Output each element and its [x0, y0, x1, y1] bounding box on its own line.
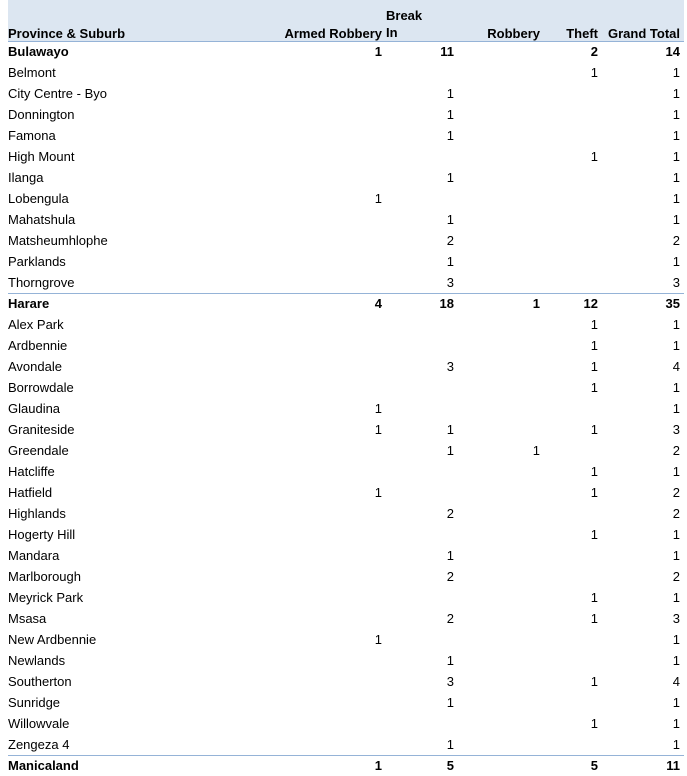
cell-theft[interactable]: 1: [590, 338, 598, 353]
cell-armed-robbery[interactable]: 1: [246, 41, 386, 62]
cell-armed-robbery[interactable]: [246, 83, 386, 104]
cell-armed-robbery[interactable]: [246, 167, 386, 188]
cell-break-in[interactable]: 1: [446, 443, 454, 458]
cell-robbery[interactable]: [458, 83, 544, 104]
cell-break-in[interactable]: 1: [446, 254, 454, 269]
cell-armed-robbery[interactable]: [246, 104, 386, 125]
suburb-row[interactable]: [8, 419, 684, 440]
suburb-row[interactable]: [8, 377, 684, 398]
cell-break-in[interactable]: 3: [446, 359, 454, 374]
cell-theft[interactable]: [544, 398, 602, 419]
cell-break-in[interactable]: [386, 524, 458, 545]
header-break-in-line2: In: [386, 24, 398, 40]
cell-province-suburb[interactable]: Avondale: [8, 359, 62, 374]
cell-robbery[interactable]: [458, 251, 544, 272]
province-row[interactable]: [8, 293, 684, 314]
cell-grand-total[interactable]: 1: [672, 590, 680, 605]
cell-grand-total[interactable]: 1: [672, 716, 680, 731]
cell-grand-total[interactable]: 1: [672, 464, 680, 479]
cell-break-in[interactable]: [386, 482, 458, 503]
cell-robbery[interactable]: [458, 692, 544, 713]
cell-grand-total[interactable]: 4: [672, 674, 680, 689]
suburb-row[interactable]: [8, 461, 684, 482]
cell-grand-total[interactable]: 1: [672, 107, 680, 122]
cell-armed-robbery[interactable]: [246, 608, 386, 629]
suburb-row[interactable]: [8, 335, 684, 356]
cell-theft[interactable]: 1: [590, 716, 598, 731]
cell-grand-total[interactable]: 1: [672, 548, 680, 563]
cell-armed-robbery[interactable]: [246, 566, 386, 587]
cell-province-suburb[interactable]: Belmont: [8, 65, 56, 80]
cell-grand-total[interactable]: 1: [672, 653, 680, 668]
cell-theft[interactable]: [544, 629, 602, 650]
cell-province-suburb[interactable]: Mandara: [8, 548, 60, 563]
cell-break-in[interactable]: 1: [446, 107, 454, 122]
cell-break-in[interactable]: 5: [386, 755, 458, 776]
cell-theft[interactable]: 1: [590, 590, 598, 605]
cell-theft[interactable]: [544, 692, 602, 713]
cell-robbery[interactable]: [458, 125, 544, 146]
province-row[interactable]: [8, 41, 684, 62]
cell-theft[interactable]: 1: [590, 380, 598, 395]
cell-grand-total[interactable]: 14: [602, 41, 684, 62]
cell-armed-robbery[interactable]: 1: [246, 755, 386, 776]
cell-theft[interactable]: 2: [544, 41, 602, 62]
cell-province-suburb[interactable]: Graniteside: [8, 422, 75, 437]
cell-break-in[interactable]: 2: [446, 506, 454, 521]
header-break-in-line1: Break: [386, 7, 423, 23]
suburb-row[interactable]: [8, 629, 684, 650]
cell-province-suburb[interactable]: Mahatshula: [8, 212, 76, 227]
cell-grand-total[interactable]: 1: [672, 401, 680, 416]
cell-province-suburb[interactable]: Harare: [8, 293, 246, 314]
cell-province-suburb[interactable]: Ilanga: [8, 170, 44, 185]
cell-province-suburb[interactable]: Hogerty Hill: [8, 527, 76, 542]
cell-robbery[interactable]: [458, 209, 544, 230]
cell-robbery[interactable]: [458, 482, 544, 503]
cell-grand-total[interactable]: 4: [672, 359, 680, 374]
cell-theft[interactable]: [544, 650, 602, 671]
cell-province-suburb[interactable]: Bulawayo: [8, 41, 246, 62]
cell-robbery[interactable]: [458, 167, 544, 188]
cell-grand-total[interactable]: 2: [672, 443, 680, 458]
cell-robbery[interactable]: [458, 314, 544, 335]
suburb-row[interactable]: [8, 146, 684, 167]
cell-armed-robbery[interactable]: [246, 209, 386, 230]
cell-break-in[interactable]: [386, 314, 458, 335]
cell-break-in[interactable]: 1: [446, 422, 454, 437]
cell-armed-robbery[interactable]: 1: [374, 401, 382, 416]
cell-robbery[interactable]: [458, 419, 544, 440]
cell-robbery[interactable]: [458, 650, 544, 671]
cell-theft[interactable]: 1: [590, 611, 598, 626]
cell-armed-robbery[interactable]: [246, 62, 386, 83]
cell-break-in[interactable]: [386, 713, 458, 734]
cell-armed-robbery[interactable]: [246, 230, 386, 251]
cell-armed-robbery[interactable]: [246, 125, 386, 146]
cell-robbery[interactable]: [458, 734, 544, 755]
cell-province-suburb[interactable]: Ardbennie: [8, 338, 68, 353]
suburb-row[interactable]: [8, 230, 684, 251]
cell-armed-robbery[interactable]: [246, 503, 386, 524]
cell-theft[interactable]: 1: [590, 674, 598, 689]
cell-armed-robbery[interactable]: [246, 461, 386, 482]
cell-theft[interactable]: 1: [590, 464, 598, 479]
cell-grand-total[interactable]: 3: [672, 422, 680, 437]
cell-armed-robbery[interactable]: [246, 356, 386, 377]
header-break-in[interactable]: [386, 0, 458, 41]
cell-theft[interactable]: [544, 503, 602, 524]
cell-grand-total[interactable]: 35: [602, 293, 684, 314]
cell-theft[interactable]: [544, 230, 602, 251]
cell-province-suburb[interactable]: Manicaland: [8, 755, 246, 776]
suburb-row[interactable]: [8, 398, 684, 419]
cell-break-in[interactable]: 1: [446, 86, 454, 101]
cell-break-in[interactable]: 1: [446, 653, 454, 668]
cell-province-suburb[interactable]: Msasa: [8, 611, 47, 626]
cell-theft[interactable]: 1: [590, 422, 598, 437]
cell-robbery[interactable]: [458, 629, 544, 650]
cell-grand-total[interactable]: 2: [672, 506, 680, 521]
cell-province-suburb[interactable]: Newlands: [8, 653, 66, 668]
cell-robbery[interactable]: [458, 608, 544, 629]
cell-province-suburb[interactable]: Greendale: [8, 443, 69, 458]
cell-break-in[interactable]: 1: [446, 128, 454, 143]
suburb-row[interactable]: [8, 671, 684, 692]
cell-province-suburb[interactable]: Southerton: [8, 674, 72, 689]
cell-province-suburb[interactable]: Sunridge: [8, 695, 61, 710]
cell-break-in[interactable]: 1: [446, 695, 454, 710]
cell-robbery[interactable]: [458, 377, 544, 398]
suburb-row[interactable]: [8, 734, 684, 755]
cell-armed-robbery[interactable]: [246, 314, 386, 335]
cell-theft[interactable]: 1: [590, 485, 598, 500]
suburb-row[interactable]: [8, 251, 684, 272]
suburb-row[interactable]: [8, 209, 684, 230]
suburb-row[interactable]: [8, 608, 684, 629]
cell-province-suburb[interactable]: Highlands: [8, 506, 66, 521]
suburb-row[interactable]: [8, 482, 684, 503]
cell-grand-total[interactable]: 1: [672, 695, 680, 710]
cell-robbery[interactable]: [458, 713, 544, 734]
cell-province-suburb[interactable]: Meyrick Park: [8, 590, 84, 605]
cell-grand-total[interactable]: 3: [672, 274, 680, 290]
cell-robbery[interactable]: [458, 566, 544, 587]
header-theft[interactable]: Theft: [544, 0, 602, 41]
cell-grand-total[interactable]: 2: [672, 485, 680, 500]
cell-break-in[interactable]: [386, 587, 458, 608]
cell-armed-robbery[interactable]: 1: [374, 422, 382, 437]
cell-armed-robbery[interactable]: [246, 587, 386, 608]
cell-province-suburb[interactable]: Alex Park: [8, 317, 64, 332]
cell-break-in[interactable]: 2: [446, 611, 454, 626]
table-header: [8, 0, 684, 41]
cell-theft[interactable]: [544, 188, 602, 209]
cell-theft[interactable]: 12: [544, 293, 602, 314]
cell-province-suburb[interactable]: Glaudina: [8, 401, 61, 416]
cell-province-suburb[interactable]: High Mount: [8, 149, 75, 164]
cell-theft[interactable]: [544, 440, 602, 461]
cell-grand-total[interactable]: 1: [672, 212, 680, 227]
cell-break-in[interactable]: 1: [446, 736, 454, 752]
cell-province-suburb[interactable]: Lobengula: [8, 191, 69, 206]
cell-break-in[interactable]: 1: [446, 170, 454, 185]
cell-armed-robbery[interactable]: [246, 251, 386, 272]
cell-robbery[interactable]: [458, 104, 544, 125]
cell-theft[interactable]: [544, 545, 602, 566]
cell-robbery[interactable]: [458, 41, 544, 62]
header-robbery[interactable]: Robbery: [458, 0, 544, 41]
cell-break-in[interactable]: [386, 629, 458, 650]
suburb-row[interactable]: [8, 545, 684, 566]
cell-grand-total[interactable]: 1: [672, 527, 680, 542]
cell-theft[interactable]: [544, 209, 602, 230]
cell-province-suburb[interactable]: City Centre - Byo: [8, 86, 107, 101]
cell-province-suburb[interactable]: Hatcliffe: [8, 464, 55, 479]
cell-robbery[interactable]: 1: [458, 293, 544, 314]
suburb-row[interactable]: [8, 62, 684, 83]
cell-robbery[interactable]: [458, 146, 544, 167]
cell-province-suburb[interactable]: Parklands: [8, 254, 66, 269]
cell-robbery[interactable]: [458, 545, 544, 566]
suburb-row[interactable]: [8, 272, 684, 293]
cell-robbery[interactable]: [458, 671, 544, 692]
cell-robbery[interactable]: [458, 524, 544, 545]
cell-province-suburb[interactable]: Hatfield: [8, 485, 53, 500]
suburb-row[interactable]: [8, 440, 684, 461]
cell-theft[interactable]: [544, 272, 602, 293]
cell-grand-total[interactable]: 1: [672, 86, 680, 101]
cell-grand-total[interactable]: 1: [672, 380, 680, 395]
cell-grand-total[interactable]: 1: [672, 128, 680, 143]
cell-theft[interactable]: [544, 167, 602, 188]
cell-armed-robbery[interactable]: [246, 734, 386, 755]
suburb-row[interactable]: [8, 503, 684, 524]
cell-robbery[interactable]: [458, 503, 544, 524]
suburb-row[interactable]: [8, 167, 684, 188]
cell-theft[interactable]: [544, 125, 602, 146]
header-row: [8, 0, 684, 41]
cell-province-suburb[interactable]: Borrowdale: [8, 380, 74, 395]
cell-grand-total[interactable]: 11: [602, 755, 684, 776]
cell-province-suburb[interactable]: Matsheumhlophe: [8, 233, 108, 248]
cell-grand-total[interactable]: 3: [672, 611, 680, 626]
cell-robbery[interactable]: [458, 755, 544, 776]
cell-grand-total[interactable]: 2: [672, 569, 680, 584]
cell-armed-robbery[interactable]: [246, 545, 386, 566]
cell-grand-total[interactable]: 1: [672, 736, 680, 752]
cell-province-suburb[interactable]: Willowvale: [8, 716, 70, 731]
cell-break-in[interactable]: 3: [446, 274, 454, 290]
cell-robbery[interactable]: [458, 335, 544, 356]
suburb-row[interactable]: [8, 356, 684, 377]
cell-grand-total[interactable]: 1: [672, 191, 680, 206]
cell-robbery[interactable]: [458, 272, 544, 293]
cell-grand-total[interactable]: 1: [672, 65, 680, 80]
cell-grand-total[interactable]: 1: [672, 338, 680, 353]
suburb-row[interactable]: [8, 188, 684, 209]
header-armed-robbery[interactable]: Armed Robbery: [246, 0, 386, 41]
cell-break-in[interactable]: [386, 146, 458, 167]
cell-armed-robbery[interactable]: [246, 671, 386, 692]
cell-robbery[interactable]: [458, 230, 544, 251]
cell-break-in[interactable]: 11: [386, 41, 458, 62]
cell-robbery[interactable]: [458, 398, 544, 419]
cell-robbery[interactable]: [458, 461, 544, 482]
province-row[interactable]: [8, 755, 684, 776]
cell-province-suburb[interactable]: Zengeza 4: [8, 736, 70, 752]
header-province-suburb[interactable]: Province & Suburb: [8, 0, 246, 41]
cell-grand-total[interactable]: 1: [672, 254, 680, 269]
cell-province-suburb[interactable]: Famona: [8, 128, 56, 143]
suburb-row[interactable]: [8, 125, 684, 146]
cell-theft[interactable]: 1: [590, 317, 598, 332]
cell-armed-robbery[interactable]: [246, 146, 386, 167]
cell-theft[interactable]: 1: [590, 65, 598, 80]
cell-armed-robbery[interactable]: [246, 335, 386, 356]
cell-break-in[interactable]: 3: [446, 674, 454, 689]
cell-armed-robbery[interactable]: [246, 272, 386, 293]
cell-province-suburb[interactable]: Marlborough: [8, 569, 81, 584]
table-body: [8, 41, 684, 776]
cell-robbery[interactable]: [458, 356, 544, 377]
suburb-row[interactable]: [8, 587, 684, 608]
cell-armed-robbery[interactable]: [246, 692, 386, 713]
cell-break-in[interactable]: 1: [446, 212, 454, 227]
cell-break-in[interactable]: 2: [446, 233, 454, 248]
cell-theft[interactable]: 5: [544, 755, 602, 776]
cell-grand-total[interactable]: 2: [672, 233, 680, 248]
cell-theft[interactable]: [544, 734, 602, 755]
cell-theft[interactable]: 1: [590, 359, 598, 374]
cell-break-in[interactable]: [386, 461, 458, 482]
cell-armed-robbery[interactable]: 1: [374, 632, 382, 647]
cell-break-in[interactable]: [386, 398, 458, 419]
suburb-row[interactable]: [8, 650, 684, 671]
cell-break-in[interactable]: [386, 188, 458, 209]
suburb-row[interactable]: [8, 104, 684, 125]
cell-grand-total[interactable]: 1: [672, 632, 680, 647]
cell-break-in[interactable]: 18: [386, 293, 458, 314]
cell-grand-total[interactable]: 1: [672, 170, 680, 185]
cell-province-suburb[interactable]: Donnington: [8, 107, 75, 122]
cell-grand-total[interactable]: 1: [672, 149, 680, 164]
cell-theft[interactable]: 1: [590, 149, 598, 164]
cell-break-in[interactable]: 1: [446, 548, 454, 563]
cell-province-suburb[interactable]: Thorngrove: [8, 274, 75, 290]
cell-armed-robbery[interactable]: [246, 377, 386, 398]
cell-theft[interactable]: 1: [590, 527, 598, 542]
cell-armed-robbery[interactable]: 4: [246, 293, 386, 314]
cell-robbery[interactable]: 1: [532, 443, 540, 458]
cell-break-in[interactable]: 2: [446, 569, 454, 584]
suburb-row[interactable]: [8, 692, 684, 713]
cell-break-in[interactable]: [386, 335, 458, 356]
cell-grand-total[interactable]: 1: [672, 317, 680, 332]
cell-theft[interactable]: [544, 251, 602, 272]
header-grand-total[interactable]: Grand Total: [602, 0, 684, 41]
suburb-row[interactable]: [8, 524, 684, 545]
cell-province-suburb[interactable]: New Ardbennie: [8, 632, 97, 647]
suburb-row[interactable]: [8, 314, 684, 335]
cell-robbery[interactable]: [458, 62, 544, 83]
cell-armed-robbery[interactable]: 1: [374, 485, 382, 500]
cell-theft[interactable]: [544, 104, 602, 125]
suburb-row[interactable]: [8, 83, 684, 104]
cell-break-in[interactable]: [386, 377, 458, 398]
cell-armed-robbery[interactable]: [246, 650, 386, 671]
suburb-row[interactable]: [8, 713, 684, 734]
cell-break-in[interactable]: [386, 62, 458, 83]
cell-theft[interactable]: [544, 83, 602, 104]
cell-robbery[interactable]: [458, 188, 544, 209]
cell-armed-robbery[interactable]: [246, 440, 386, 461]
cell-theft[interactable]: [544, 566, 602, 587]
cell-armed-robbery[interactable]: [246, 524, 386, 545]
suburb-row[interactable]: [8, 566, 684, 587]
cell-armed-robbery[interactable]: [246, 713, 386, 734]
cell-robbery[interactable]: [458, 587, 544, 608]
pivot-table: [8, 0, 684, 776]
cell-armed-robbery[interactable]: 1: [374, 191, 382, 206]
